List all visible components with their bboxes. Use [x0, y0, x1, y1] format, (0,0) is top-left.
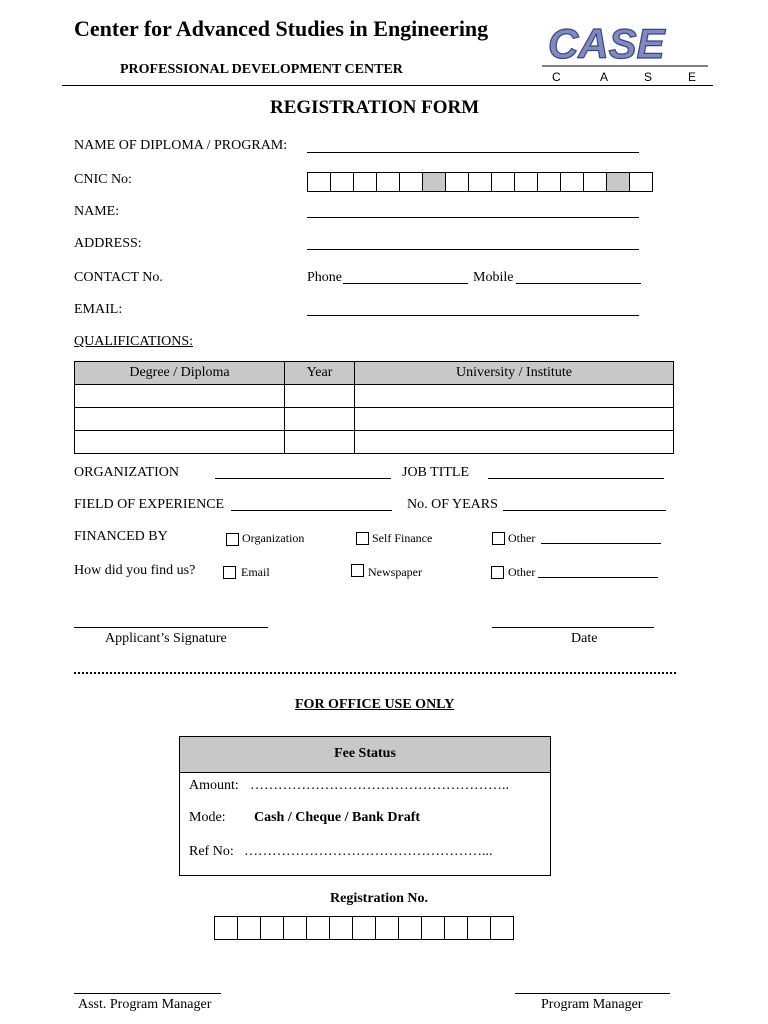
job-title-input-line[interactable] [488, 478, 664, 479]
contact-label: CONTACT No. [74, 270, 163, 285]
source-option-label: Newspaper [368, 565, 422, 579]
financed-option-label: Self Finance [372, 531, 433, 545]
table-row [75, 408, 674, 431]
table-row [75, 385, 674, 408]
qualifications-heading: QUALIFICATIONS: [74, 334, 193, 349]
address-input-line[interactable] [307, 249, 639, 250]
amount-dots[interactable]: ……………………………………………….. [250, 778, 509, 793]
mode-label: Mode: [189, 810, 226, 825]
date-label: Date [571, 631, 598, 646]
source-label: How did you find us? [74, 563, 196, 578]
source-option-label: Email [241, 565, 270, 579]
source-newspaper-checkbox[interactable] [351, 564, 364, 577]
institution-title: Center for Advanced Studies in Engineering [74, 16, 489, 41]
column-header: Degree / Diploma [75, 362, 285, 385]
financed-organization-checkbox[interactable] [226, 533, 239, 546]
financed-option-label: Organization [242, 531, 305, 545]
source-other-checkbox[interactable] [491, 566, 504, 579]
financed-other-checkbox[interactable] [492, 532, 505, 545]
field-input-line[interactable] [231, 510, 392, 511]
form-title: REGISTRATION FORM [270, 97, 480, 118]
organization-label: ORGANIZATION [74, 465, 179, 480]
center-subtitle: PROFESSIONAL DEVELOPMENT CENTER [120, 62, 403, 77]
table-row [75, 431, 674, 454]
logo-letter: A [600, 70, 609, 84]
cut-line [74, 672, 676, 674]
mobile-label: Mobile [473, 270, 514, 285]
name-input-line[interactable] [307, 217, 639, 218]
financed-label: FINANCED BY [74, 529, 168, 544]
applicant-signature-line[interactable] [74, 627, 268, 628]
financed-option-label: Other [508, 531, 536, 545]
applicant-signature-label: Applicant’s Signature [105, 631, 227, 646]
source-email-checkbox[interactable] [223, 566, 236, 579]
field-of-experience-label: FIELD OF EXPERIENCE [74, 497, 225, 512]
source-other-input-line[interactable] [538, 577, 658, 578]
organization-input-line[interactable] [215, 478, 391, 479]
financed-self-checkbox[interactable] [356, 532, 369, 545]
phone-label: Phone [307, 270, 342, 285]
manager-label: Program Manager [541, 997, 643, 1012]
ref-dots[interactable]: ……………………………………………... [244, 844, 493, 859]
fee-status-box [179, 736, 551, 876]
mode-value: Cash / Cheque / Bank Draft [254, 810, 421, 825]
case-logo [540, 18, 710, 84]
fee-status-title: Fee Status [180, 737, 550, 773]
logo-wordmark: CASE [548, 20, 665, 67]
email-label: EMAIL: [74, 302, 123, 317]
asst-manager-signature-line[interactable] [74, 993, 221, 994]
program-input-line[interactable] [307, 152, 639, 153]
column-header: University / Institute [355, 362, 674, 385]
office-heading: FOR OFFICE USE ONLY [295, 697, 455, 712]
financed-other-input-line[interactable] [541, 543, 661, 544]
header-divider [62, 85, 713, 86]
asst-manager-label: Asst. Program Manager [78, 997, 212, 1012]
logo-letter: S [644, 70, 653, 84]
date-line[interactable] [492, 627, 654, 628]
manager-signature-line[interactable] [515, 993, 670, 994]
registration-number-boxes[interactable] [214, 916, 514, 940]
ref-label: Ref No: [189, 844, 234, 859]
cnic-label: CNIC No: [74, 172, 132, 187]
phone-input-line[interactable] [343, 283, 468, 284]
cnic-input-boxes[interactable] [307, 172, 653, 192]
amount-label: Amount: [189, 778, 239, 793]
registration-label: Registration No. [330, 891, 428, 906]
mobile-input-line[interactable] [516, 283, 641, 284]
job-title-label: JOB TITLE [402, 465, 470, 480]
qualifications-table [74, 361, 674, 454]
years-label: No. OF YEARS [407, 497, 498, 512]
logo-letter: E [688, 70, 697, 84]
address-label: ADDRESS: [74, 236, 142, 251]
source-option-label: Other [508, 565, 536, 579]
years-input-line[interactable] [503, 510, 666, 511]
column-header: Year [285, 362, 355, 385]
email-input-line[interactable] [307, 315, 639, 316]
name-label: NAME: [74, 204, 120, 219]
logo-letter: C [552, 70, 561, 84]
program-label: NAME OF DIPLOMA / PROGRAM: [74, 138, 288, 153]
